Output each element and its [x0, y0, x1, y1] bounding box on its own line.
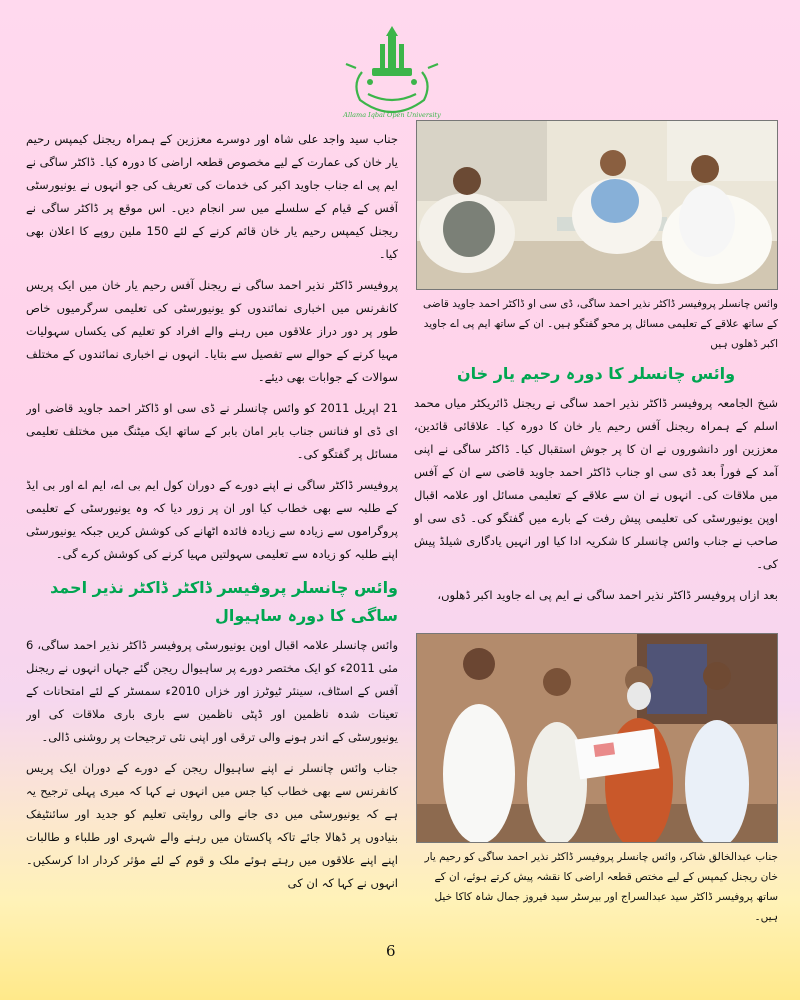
right-paragraph-1: شیخ الجامعہ پروفیسر ڈاکٹر نذیر احمد ساگی نے ریجنل ڈائریکٹر میاں محمد اسلم کے ہمراہ ریجنل آفس رحیم یار خان کا دورہ کیا۔ علاقائی قائدین، معززین اور دانشوروں نے ان کا پر جوش استقبال کیا۔ ڈاکٹر ساگی نے اپنی آمد کے فوراً بعد ڈی سی او جناب ڈاکٹر احمد جاوید قاضی سے ان کے آفس میں ملاقات کی۔ انہوں نے ان سے علاقے کے تعلیمی مسائل اور علامہ اقبال اوپن یونیورسٹی کی تعلیمی پیش رفت کے بارے میں گفتگو کی۔ ڈی سی او صاحب نے جناب وائس چانسلر کا شکریہ ادا کیا اور انہیں یادگاری شیلڈ پیش کی۔: [414, 396, 778, 571]
page-number: 6: [386, 942, 396, 960]
left-paragraph-1: جناب سید واجد علی شاہ اور دوسرے معززین کے ہمراہ ریجنل کیمپس رحیم یار خان کی عمارت کے لیے مخصوص قطعہ اراضی کا دورہ کیا۔ ڈاکٹر ساگی نے ایم پی اے جناب جاوید اکبر کی خدمات کی تعریف کی جو انہوں نے یونیورسٹی آفس کے قیام کے سلسلے میں سر انجام دیں۔ اس موقع پر ڈاکٹر ساگی نے ریجنل کیمپس رحیم یار خان قائم کرنے کے لئے 150 ملین روپے کا اعلان بھی کیا۔: [26, 132, 398, 261]
right-paragraph-2: بعد ازاں پروفیسر ڈاکٹر نذیر احمد ساگی نے ایم پی اے جاوید اکبر ڈھلوں،: [437, 588, 778, 602]
university-logo: [342, 24, 442, 119]
meeting-photo-caption: وائس چانسلر پروفیسر ڈاکٹر نذیر احمد ساگی، ڈی سی او ڈاکٹر احمد جاوید قاضی کے ساتھ علاقے کے تعلیمی مسائل پر محو گفتگو ہیں۔ ان کے ساتھ ایم پی اے جاوید اکبر ڈھلوں ہیں: [423, 298, 778, 350]
meeting-photo: [416, 120, 778, 290]
logo-emblem-text: Allama Iqbal Open University: [343, 111, 441, 119]
left-paragraph-3: 21 اپریل 2011 کو وائس چانسلر نے ڈی سی او ڈاکٹر احمد جاوید قاضی اور ای ڈی او فنانس جناب بابر امان بابر کے ساتھ ایک میٹنگ میں مختلف تعلیمی مسائل پر گفتگو کی۔: [26, 401, 398, 461]
rahim-yar-khan-visit-headline: وائس چانسلر کا دورہ رحیم یار خان: [456, 364, 736, 383]
left-paragraph-4: پروفیسر ڈاکٹر ساگی نے اپنے دورے کے دوران کول ایم بی اے، ایم اے اور بی ایڈ کے طلبہ سے بھی خطاب کیا اور ان پر زور دیا کہ وہ یونیورسٹی کے تعلیمی پروگراموں سے زیادہ سے زیادہ فائدہ اٹھانے کی کوشش کریں جبکہ یونیورسٹی اپنے طلبہ کو زیادہ سے تعلیمی سہولتیں مہیا کرنے کی کوشش کرے گی۔: [26, 478, 398, 561]
left-column: [26, 128, 398, 928]
map-presentation-photo-caption: جناب عبدالخالق شاکر، وائس چانسلر پروفیسر ڈاکٹر نذیر احمد ساگی کو رحیم یار خان ریجنل کیمپس کے لیے مختص قطعہ اراضی کا نقشہ پیش کرتے ہوئے، ان کے ساتھ پروفیسر ڈاکٹر سید عبدالسراج اور بیرسٹر سید فیروز جمال شاہ کاکا خیل ہیں۔: [424, 851, 778, 923]
map-presentation-photo-image: [417, 634, 777, 842]
map-presentation-photo: [416, 633, 778, 843]
left-paragraph-5: وائس چانسلر علامہ اقبال اوپن یونیورسٹی پروفیسر ڈاکٹر نذیر احمد ساگی، 6 مئی 2011ء کو ایک مختصر دورے پر ساہیوال ریجن گئے جہاں انہوں نے ریجنل آفس کے اسٹاف، سینئر ٹیوٹرز اور خزاں 2010ء سمسٹر کے لئے امتحانات کے تعینات شدہ ناظمین اور ڈپٹی ناظمین سے باری باری ملاقات کی اور یونیورسٹی کے اندر ہونے والی ترقی اور اپنی نئی ترجیحات پر روشنی ڈالی۔: [26, 638, 398, 744]
meeting-photo-image: [417, 121, 777, 289]
right-column: [414, 120, 778, 930]
left-paragraph-6: جناب وائس چانسلر نے اپنے ساہیوال ریجن کے دورے کے دوران ایک پریس کانفرنس سے بھی خطاب کیا جس میں انہوں نے کہا کہ میری پہلی ترجیح یہ ہے کہ یونیورسٹی میں دی جانے والی روایتی تعلیم کو جدید اور سائنٹیفک بنیادوں پر ڈھالا جائے تاکہ پاکستان میں رہنے والے شہری اور طلباء و طالبات اپنے اپنے علاقوں میں رہتے ہوئے ملک و قوم کے لئے مؤثر کردار ادا کرسکیں۔ انہوں نے کہا کہ ان کی: [26, 761, 398, 890]
sahiwal-visit-headline: وائس چانسلر پروفیسر ڈاکٹر ڈاکٹر نذیر احمد ساگی کا دورہ ساہیوال: [50, 578, 398, 625]
left-paragraph-2: پروفیسر ڈاکٹر نذیر احمد ساگی نے ریجنل آفس رحیم یار خان میں ایک پریس کانفرنس میں اخباری نمائندوں کو یونیورسٹی کی تعلیمی سرگرمیوں خاص طور پر دور دراز علاقوں میں رہنے والے افراد کو تعلیم کی یکساں سہولیات مہیا کرنے کے حوالے سے تفصیل سے بتایا۔ انہوں نے اخباری نمائندوں کے مختلف سوالات کے جوابات بھی دیئے۔: [26, 278, 398, 384]
